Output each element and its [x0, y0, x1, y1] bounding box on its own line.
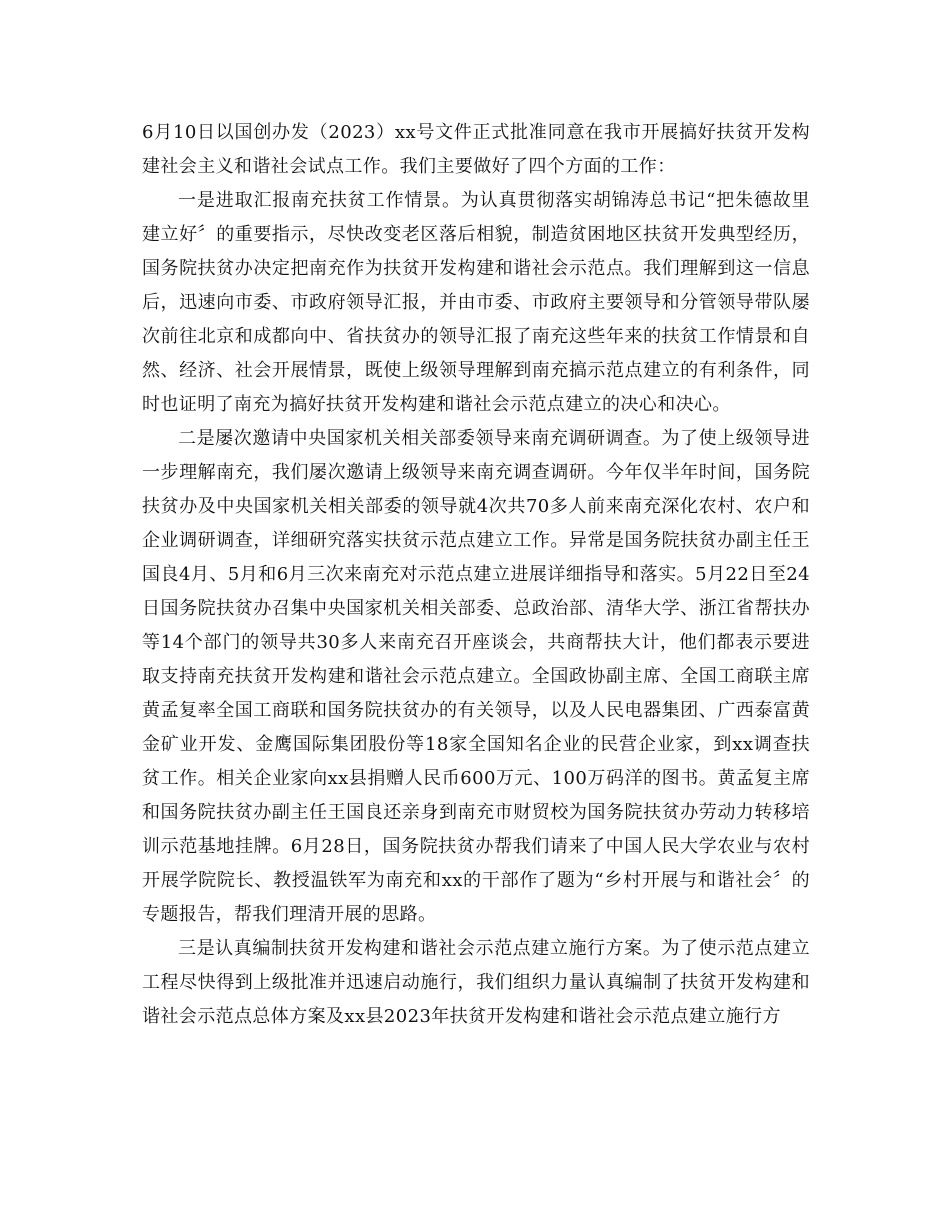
paragraph-intro: 6月10日以国创办发（2023）xx号文件正式批准同意在我市开展搞好扶贫开发构建社会主义和谐社会试点工作。我们主要做好了四个方面的工作： — [142, 122, 810, 177]
document-page — [142, 116, 810, 1034]
paragraph-one: 一是进取汇报南充扶贫工作情景。为认真贯彻落实胡锦涛总书记“把朱德故里建立好〞的重要指示，尽快改变老区落后相貌，制造贫困地区扶贫开发典型经历，国务院扶贫办决定把南充作为扶贫开发构建和谐社会示范点。我们理解到这一信息后，迅速向市委、市政府领导汇报，并由市委、市政府主要领导和分管领导带队屡次前往北京和成都向中、省扶贫办的领导汇报了南充这些年来的扶贫工作情景和自然、经济、社会开展情景，既使上级领导理解到南充搞示范点建立的有利条件，同时也证明了南充为搞好扶贫开发构建和谐社会示范点建立的决心和决心。 — [142, 190, 810, 415]
paragraph-two: 二是屡次邀请中央国家机关相关部委领导来南充调研调查。为了使上级领导进一步理解南充，我们屡次邀请上级领导来南充调查调研。今年仅半年时间，国务院扶贫办及中央国家机关相关部委的领导就4次共70多人前来南充深化农村、农户和企业调研调查，详细研究落实扶贫示范点建立工作。异常是国务院扶贫办副主任王国良4月、5月和6月三次来南充对示范点建立进展详细指导和落实。5月22日至24日国务院扶贫办召集中央国家机关相关部委、总政治部、清华大学、浙江省帮扶办等14个部门的领导共30多人来南充召开座谈会，共商帮扶大计，他们都表示要进取支持南充扶贫开发构建和谐社会示范点建立。全国政协副主席、全国工商联主席黄孟复率全国工商联和国务院扶贫办的有关领导，以及人民电器集团、广西泰富黄金矿业开发、金鹰国际集团股份等18家全国知名企业的民营企业家，到xx调查扶贫工作。相关企业家向xx县捐赠人民币600万元、100万码洋的图书。黄孟复主席和国务院扶贫办副主任王国良还亲身到南充市财贸校为国务院扶贫办劳动力转移培训示范基地挂牌。6月28日，国务院扶贫办帮我们请来了中国人民大学农业与农村开展学院院长、教授温铁军为南充和xx的干部作了题为“乡村开展与和谐社会〞的专题报告，帮我们理清开展的思路。 — [142, 428, 810, 925]
paragraph-three: 三是认真编制扶贫开发构建和谐社会示范点建立施行方案。为了使示范点建立工程尽快得到上级批准并迅速启动施行，我们组织力量认真编制了扶贫开发构建和谐社会示范点总体方案及xx县2023年扶贫开发构建和谐社会示范点建立施行方 — [142, 938, 810, 1027]
